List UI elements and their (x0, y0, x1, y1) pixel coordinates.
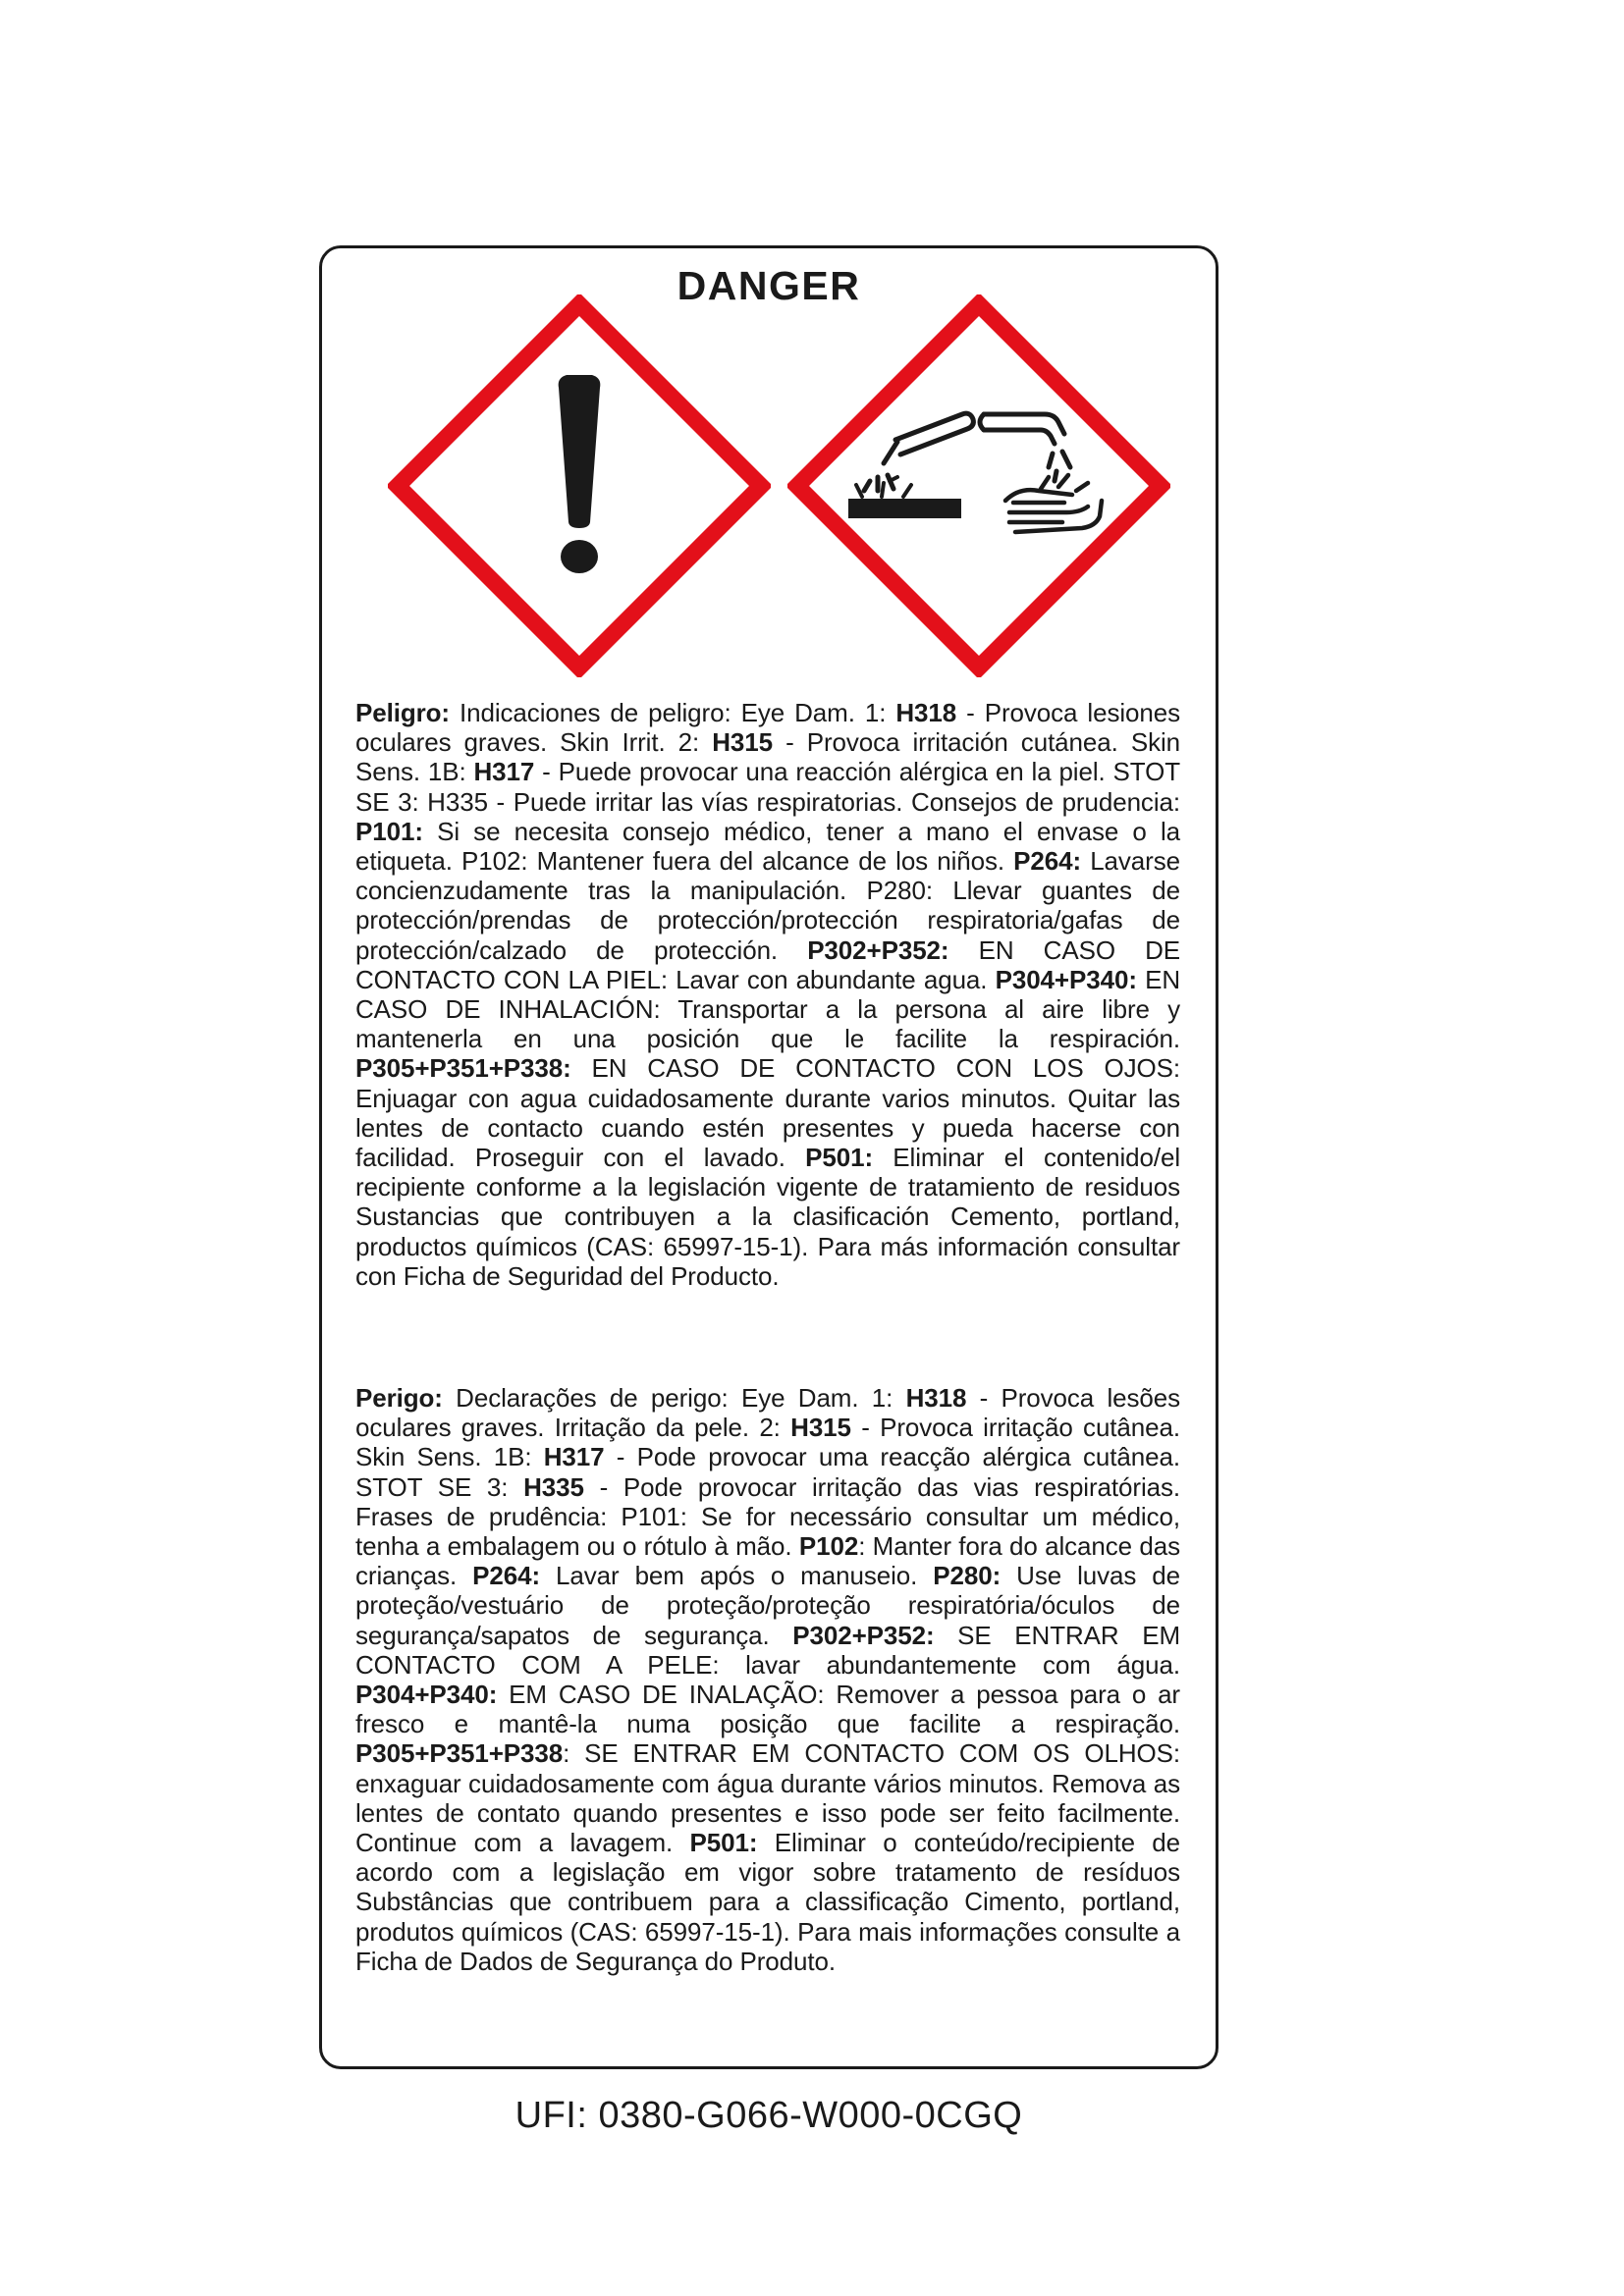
portuguese-hazard-statements (355, 1383, 1180, 1976)
hazard-code: H315 (790, 1413, 851, 1443)
hazard-code: H317 (473, 757, 535, 787)
precaution-code: P305+P351+P338 (355, 1738, 564, 1769)
text-segment: Si se necesita consejo médico, tener a mano el envase o la etiqueta. P102: Mantener fuera del alcance de los niños. (355, 816, 1180, 877)
precaution-code: P264: (472, 1561, 541, 1591)
text-segment: Lavarse concienzudamente tras la manipulación. P280: Llevar guantes de protección/prendas de protección/protección respiratoria/gafas de protección/calzado de protección. (355, 846, 1180, 965)
text-segment: : SE ENTRAR EM CONTACTO COM OS OLHOS: enxaguar cuidadosamente com água durante vários minutos. Remova as lentes de contato quando presentes e isso pode ser feito facilmente. Continue com a lavagem. (355, 1738, 1180, 1858)
corrosion-pictogram (787, 294, 1170, 677)
hazard-code: H318 (905, 1383, 967, 1413)
text-segment: Eliminar el contenido/el recipiente conforme a la legislación vigente de tratamiento de residuos Sustancias que contribuyen a la clasificación Cemento, portland, productos químicos (CAS: 65997-15-1). Para más información consultar con Ficha de Seguridad del Producto. (355, 1143, 1180, 1291)
text-segment: EN CASO DE INHALACIÓN: Transportar a la persona al aire libre y mantenerla en una posición que le facilite la respiración. (355, 964, 1180, 1054)
text-segment: Eliminar o conteúdo/recipiente de acordo com a legislação em vigor sobre tratamento de resíduos Substâncias que contribuem para a classificação Cimento, portland, produtos químicos (CAS: 65997-15-1). Para mais informações consulte a Ficha de Dados de Segurança do Produto. (355, 1828, 1180, 1976)
exclamation-pictogram (388, 294, 771, 677)
precaution-code: P102 (798, 1531, 859, 1562)
text-segment: - Provoca irritación cutánea. Skin Sens. 1B: (355, 727, 1181, 787)
signal-word: DANGER (677, 263, 861, 308)
text-segment: SE ENTRAR EM CONTACTO COM A PELE: lavar abundantemente com água. (355, 1620, 1180, 1680)
precaution-code: P304+P340: (995, 964, 1137, 994)
hazard-code: H317 (543, 1442, 605, 1472)
text-segment: - Provoca irritação cutânea. Skin Sens. 1B: (355, 1413, 1180, 1472)
text-segment: Declarações de perigo: Eye Dam. 1: (442, 1383, 906, 1413)
precaution-code: P501: (689, 1828, 758, 1858)
precaution-code: P302+P352: (807, 934, 949, 965)
hazard-code: H335 (523, 1471, 584, 1502)
text-segment: Lavar bem após o manuseio. (540, 1561, 934, 1591)
text-segment: EN CASO DE CONTACTO CON LOS OJOS: Enjuagar con agua cuidadosamente durante varios minutos. Quitar las lentes de contacto cuando estén presentes y pueda hacerse con facilidad. Proseguir con el lavado. (355, 1053, 1180, 1173)
precaution-code: P264: (1013, 846, 1082, 877)
precaution-code: P101: (355, 816, 423, 846)
text-segment: Use luvas de proteção/vestuário de proteção/proteção respiratória/óculos de segurança/sapatos de segurança. (355, 1561, 1180, 1650)
ufi-code: UFI: 0380-G066-W000-0CGQ (514, 2095, 1023, 2136)
text-segment: : Manter fora do alcance das crianças. (355, 1531, 1180, 1591)
precaution-code: P501: (805, 1143, 874, 1173)
text-segment: EN CASO DE CONTACTO CON LA PIEL: Lavar con abundante agua. (355, 934, 1180, 994)
signal-word-es: Peligro: (355, 698, 450, 727)
hazard-code: H318 (895, 698, 957, 727)
precaution-code: P304+P340: (355, 1680, 498, 1710)
text-segment: - Puede provocar una reacción alérgica en la piel. STOT SE 3: H335 - Puede irritar las vías respiratorias. Consejos de prudencia: (355, 757, 1180, 817)
spanish-hazard-statements (355, 698, 1180, 1291)
ghs07-exclamation-mark-icon (388, 294, 771, 677)
signal-word-pt: Perigo: (355, 1383, 443, 1413)
text-segment: Indicaciones de peligro: Eye Dam. 1: (450, 698, 896, 727)
precaution-code: P305+P351+P338: (355, 1053, 571, 1084)
text-segment: - Provoca lesões oculares graves. Irritação da pele. 2: (355, 1383, 1180, 1443)
text-segment: - Pode provocar irritação das vias respiratórias. Frases de prudência: P101: Se for necessário consultar um médico, tenha a embalagem ou o rótulo à mão. (355, 1471, 1181, 1562)
precaution-code: P280: (933, 1561, 1001, 1591)
text-segment: - Provoca lesiones oculares graves. Skin Irrit. 2: (355, 698, 1181, 758)
text-segment: EM CASO DE INALAÇÃO: Remover a pessoa para o ar fresco e mantê-la numa posição que facilite a respiração. (355, 1680, 1180, 1739)
precaution-code: P302+P352: (792, 1620, 935, 1650)
hazard-code: H315 (712, 727, 774, 758)
ghs05-corrosion-icon (787, 294, 1170, 677)
text-segment: - Pode provocar uma reacção alérgica cutânea. STOT SE 3: (355, 1442, 1180, 1502)
